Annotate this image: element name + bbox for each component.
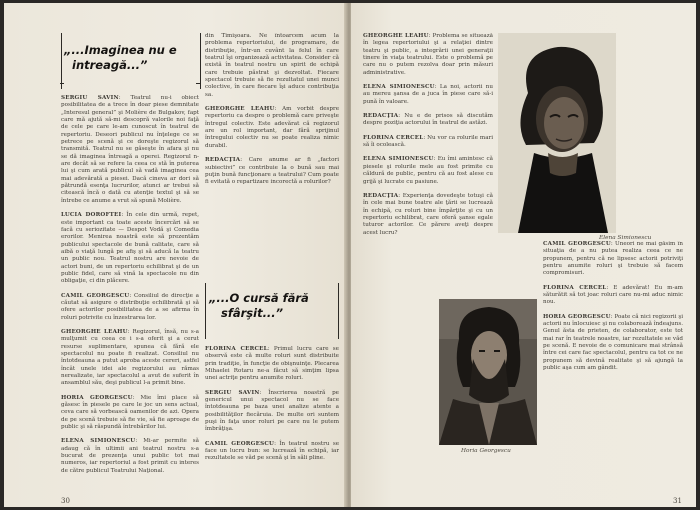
paragraph-gap <box>363 77 493 84</box>
interview-paragraph <box>543 285 683 307</box>
headline-o-cursa <box>209 291 309 321</box>
paragraph-text: : E adevărat! Eu m-am săturătit să tot joac roluri care nu-mi aduc nimic nou. <box>543 284 683 306</box>
interview-paragraph <box>205 157 339 186</box>
page-number-right: 31 <box>673 497 682 505</box>
interview-paragraph <box>61 395 199 432</box>
paragraph-text: : Nu vor ca rolurile mari să îi ocolească. <box>363 134 493 149</box>
paragraph-text: : În cele din urmă, repet, este important ca toate aceste încercări să se facă cu seriozitate — Despot Vodă şi Comedia erorilor. Menirea noastră este să prezentăm publicului spectacole de bună calitate, care să aibă o viaţă lungă pe afiş şi să aducă la teatru un public nou. Teatrul nostru are nevoie de actori buni, de un repertoriu echilibrat şi de un public fidel, care să vină la spectacole nu din obligaţie, ci din plăcere. <box>61 212 199 285</box>
rule-tick <box>60 83 64 84</box>
paragraph-text: : Nu e de prisos să discutăm despre poziţia actorului în teatrul de astăzi. <box>363 113 493 127</box>
interview-paragraph <box>363 84 493 106</box>
paragraph-gap <box>363 128 493 135</box>
interview-paragraph <box>363 33 493 77</box>
paragraph-text: : Primul lucru care se observă este că multe roluri sunt distribuite prin tradiţie, în funcţie de obişnuinţe. Plecarea Mihaelei Rotaru ne-a făcut să simţim lipsa unei actriţe pentru anumite roluri. <box>205 346 339 382</box>
rule-tick <box>196 83 200 84</box>
caption-elena: Elena Simionescu <box>599 235 652 241</box>
paragraph-text: : Poate că nici regizorii şi actorii nu înlocuiesc şi nu colaborează îndeajuns. Genul ăsta de prieten, de colaborator, este tot mai rar în teatrele noastre, iar rezultatele se văd pe scenă. E nevoie de o comunicare mai strânsă între cei care fac spectacolul, pentru ca tot ce ne propunem să devină realitate şi să ajungă la public aşa cum am gândit. <box>543 313 683 372</box>
article-column-3 <box>363 33 493 301</box>
paragraph-text: : Uneori ne mai găsim în situaţia de a nu putea realiza ceea ce ne propunem, pentru că ne lipsesc actorii potriviţi pentru anumite roluri şi trebuie să facem compromisuri. <box>543 241 683 277</box>
portrait-elena-image <box>498 33 616 233</box>
interview-paragraph <box>363 193 493 237</box>
speaker-name: GHEORGHE LEAHU <box>205 106 275 113</box>
interview-paragraph <box>363 156 493 185</box>
paragraph-gap <box>543 278 683 285</box>
paragraph-gap <box>205 99 339 106</box>
interview-paragraph <box>205 33 339 99</box>
interview-paragraph <box>61 329 199 388</box>
article-column-2-bottom <box>205 346 339 501</box>
speaker-name: ELENA SIMIONESCU <box>363 156 434 163</box>
paragraph-text: : Teatrul nu-i obiect posibilitatea de a trece în doar piese demnitate „Interesul general” şi Molière de Bulgakov, fapt care mă ajută să-mi descopră valorile noi faţă de cele pe care le-am cunoscut în teatrul de repertoriu. Deseori publicul nu înţelege ce se petrece pe scenă şi ce doreşte regizorul să transmită. Teatrul nu se găseşte în afara şi nu se dă imaginea întreagă a operei. Regizorul n-are decât să se refere la ceea ce stă în puterea lui şi cum arată publicul să vadă imaginea cea mai adevărată a piesei. Dacă cineva ar dori să pătrundă esenţa lucrurilor, atunci ar trebui să citească încă o dată cu atenţie textul şi să se întrebe ce anume a vrut să spună Molière. <box>61 95 199 204</box>
speaker-name: LUCIA DOROFTEI <box>61 212 122 219</box>
paragraph-text: : Mie îmi place să găsesc în piesele pe care le joc un sens actual, ceva care să vorbească oamenilor de azi. Opera de pe scenă trebuie să fie vie, să fie aproape de public şi să răspundă întrebărilor lui. <box>61 394 199 431</box>
speaker-name: ELENA SIMIONESCU <box>363 84 435 91</box>
headline-rule-right <box>200 33 201 89</box>
paragraph-text: din Timişoara. Ne întoarcem acum la problema repertoriului, de programare, de distribuţie, într-un cuvânt la felul în care teatrul îşi organizează activitatea. Consider că există în teatrul nostru un spirit de echipă care trebuie păstrat şi dezvoltat. Fiecare spectacol trebuie să fie rezultatul unei munci colective, în care fiecare îşi aduce contribuţia sa. <box>205 33 339 98</box>
paragraph-gap <box>61 286 199 293</box>
paragraph-text: : Problema se situează în legea repertoriului şi a relaţiei dintre teatru şi public, a integrării unei generaţii tinere în viaţa teatrului. Este o problemă pe care nu o putem rezolva doar prin măsuri administrative. <box>363 33 493 76</box>
paragraph-text: : Am vorbit despre repertoriu ca despre o problemă care priveşte întregul colectiv. Este adevărat că regizorul are un rol important, dar fără sprijinul întregului colectiv nu se poate realiza nimic durabil. <box>205 106 339 149</box>
article-column-4 <box>543 241 683 497</box>
article-column-2-top <box>205 33 339 273</box>
headline-rule-left <box>205 283 206 339</box>
paragraph-text: : Experienţa dovedeşte totuşi că în cele mai bune teatre ale ţării se lucrează în echipă, cu roluri bine împărţite şi cu un repertoriu echilibrat, care oferă şanse egale tuturor actorilor. Ce părere aveţi despre acest lucru? <box>363 192 493 236</box>
speaker-name: FLORINA CERCEL <box>205 346 268 352</box>
speaker-name: CAMIL GEORGESCU <box>205 440 275 447</box>
interview-paragraph <box>205 106 339 150</box>
paragraph-text: : Consiliul de direcţie a căutat să asigure o distribuţie echilibrată şi să ofere actorilor posibilitatea de a se afirma în roluri potrivite cu înzestrarea lor. <box>61 292 199 321</box>
portrait-photo-elena <box>498 33 616 233</box>
speaker-name: GHEORGHE LEAHU <box>61 328 128 335</box>
interview-paragraph <box>543 241 683 278</box>
interview-paragraph <box>61 212 199 285</box>
interview-paragraph <box>543 314 683 373</box>
caption-horia: Horia Georgescu <box>461 448 511 454</box>
paragraph-text: : Regizorul, însă, nu s-a mulţumit cu ceea ce i s-a oferit şi a cerut resurse suplimentare, spunea că fără ele spectacolul nu poate fi realizat. Consiliul nu întotdeauna a putut aproba aceste cereri, astfel încât unele idei ale regizorului au rămas nerealizate, iar spectacolul a avut de suferit în ansamblul său, deşi publicul l-a primit bine. <box>61 328 199 387</box>
interview-paragraph <box>363 135 493 150</box>
headline-line: sfârşit...” <box>221 306 284 320</box>
right-page <box>351 3 696 507</box>
headline-line: „...O cursă fără <box>209 291 309 305</box>
paragraph-gap <box>205 150 339 157</box>
paragraph-gap <box>61 388 199 395</box>
headline-rule-left <box>61 33 62 89</box>
portrait-photo-horia <box>439 299 537 445</box>
article-column-1 <box>61 95 199 500</box>
paragraph-text: : Care anume ar fi „factori subiectivi” ce contribuie la o bună sau mai puţin bună funcţionare a teatrului? Cum poate fi evitată o repartizare incorectă a rolurilor? <box>205 157 339 186</box>
speaker-name: FLORINA CERCEL <box>363 134 424 141</box>
headline-line: „...Imaginea nu e <box>64 43 177 57</box>
paragraph-text: : La noi, actorii nu au mereu şansa de a juca în piese care să-i pună în valoare. <box>363 84 493 105</box>
paragraph-gap <box>205 383 339 390</box>
paragraph-gap <box>61 322 199 329</box>
speaker-name: REDACŢIA <box>205 157 241 164</box>
portrait-horia-image <box>439 299 537 445</box>
paragraph-gap <box>363 186 493 193</box>
speaker-name: REDACŢIA <box>363 192 399 199</box>
speaker-name: FLORINA CERCEL <box>543 284 607 291</box>
interview-paragraph <box>205 346 339 383</box>
speaker-name: HORIA GEORGESCU <box>61 394 133 401</box>
interview-paragraph <box>61 95 199 205</box>
interview-paragraph <box>205 441 339 463</box>
speaker-name: GHEORGHE LEAHU <box>363 33 429 39</box>
paragraph-gap <box>205 434 339 441</box>
headline-imaginea <box>64 43 177 73</box>
paragraph-gap <box>543 307 683 314</box>
speaker-name: SERGIU SAVIN <box>205 389 260 396</box>
speaker-name: REDACŢIA <box>363 113 399 120</box>
paragraph-text: : Mi-ar permite să adaug că în ultimii ani teatrul nostru s-a bucurat de prezenţa unui public tot mai numeros, iar repertoriul a fost primit cu interes de către publicul Teatrului Naţional. <box>61 438 199 474</box>
speaker-name: HORIA GEORGESCU <box>543 313 611 320</box>
paragraph-text: : În teatrul nostru se face un lucru bun: se lucrează în echipă, iar rezultatele se văd pe scenă şi în săli pline. <box>205 440 339 462</box>
page-number-left: 30 <box>61 497 70 505</box>
headline-line: intreagă...” <box>72 58 148 72</box>
speaker-name: CAMIL GEORGESCU <box>61 292 130 299</box>
speaker-name: SERGIU SAVIN <box>61 95 119 101</box>
magazine-spread <box>4 3 696 507</box>
speaker-name: ELENA SIMIONESCU <box>61 438 136 445</box>
left-page <box>4 3 347 507</box>
headline-rule-right <box>338 283 339 339</box>
interview-paragraph <box>363 113 493 128</box>
paragraph-text: : Înscrierea noastră pe genericul unui spectacol nu se face întotdeauna pe baza unei analize atente a posibilităţilor fiecăruia. De multe ori suntem puşi în faţa unor roluri pe care nu le putem îmbrăţişa. <box>205 389 339 433</box>
paragraph-text: : Eu îmi amintesc că piesele şi rolurile mele au fost primite cu căldură de public, pentru că au fost alese cu grijă şi lucrate cu pasiune. <box>363 156 493 185</box>
interview-paragraph <box>61 293 199 322</box>
interview-paragraph <box>205 390 339 434</box>
speaker-name: CAMIL GEORGESCU <box>543 241 611 247</box>
interview-paragraph <box>61 438 199 475</box>
